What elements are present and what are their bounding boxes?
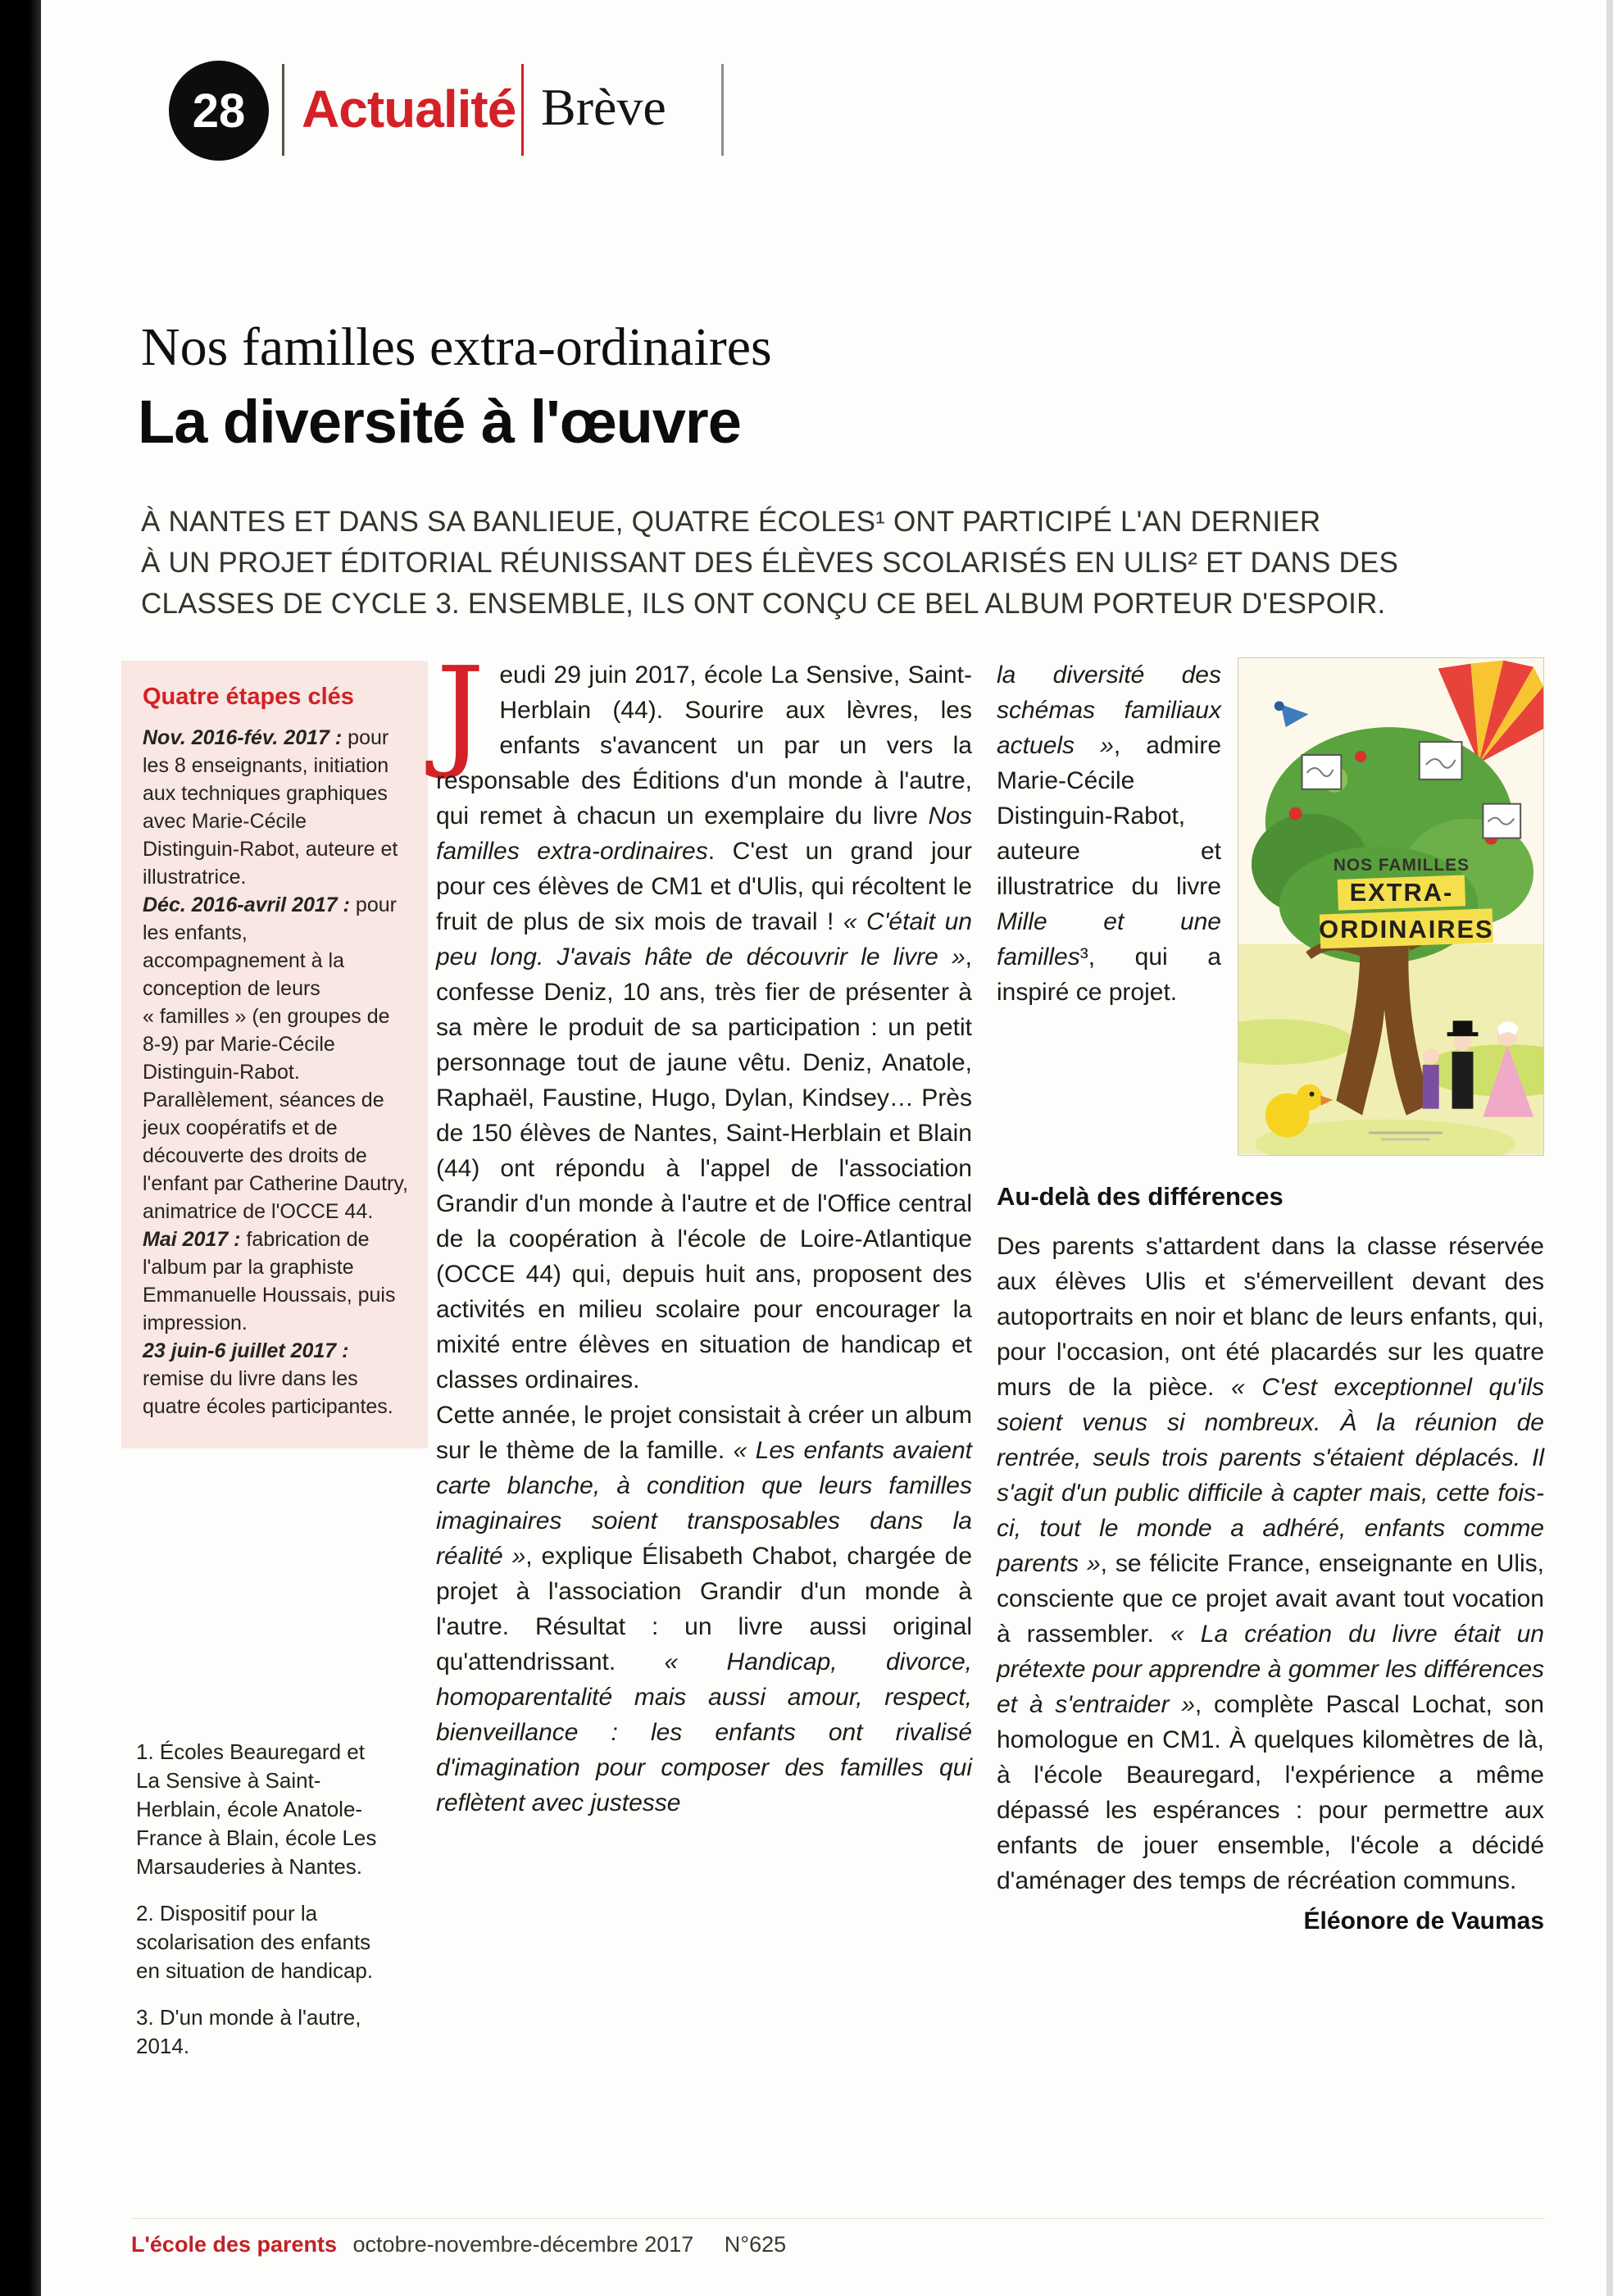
key-step-text: fabrication de l'album par la graphiste Emmanuelle Houssais, puis impression. [143, 1228, 396, 1334]
page-number: 28 [192, 84, 246, 138]
standfirst-line: À UN PROJET ÉDITORIAL RÉUNISSANT DES ÉLÈVES SCOLARISÉS EN ULIS² ET DANS DES [141, 547, 1399, 579]
body-column-1 [436, 641, 973, 1821]
section-label: Actualité [302, 80, 516, 139]
author-byline: Éléonore de Vaumas [1303, 1907, 1544, 1935]
body-paragraph: Cette année, le projet consistait à créer un album sur le thème de la famille. « Les enfants avaient carte blanche, à condition que leurs familles imaginaires soient transposables dans la réalité », explique Élisabeth Chabot, chargée de projet à l'association Grandir d'un monde à l'autre. Résultat : un livre aussi original qu'attendrissant. « Handicap, divorce, homoparentalité mais aussi amour, respect, bienveillance : les enfants ont rivalisé d'imagination pour composer des familles qui reflètent avec justesse [436, 1402, 973, 1816]
footnotes [136, 1738, 382, 2079]
magazine-name: L'école des parents [131, 2232, 338, 2257]
book-cover-image [1238, 657, 1544, 1156]
issue-number: N°625 [724, 2232, 787, 2257]
body-paragraph: la diversité des schémas familiaux actuels », admire Marie-Cécile Distinguin-Rabot, auteure et illustratrice du livre Mille et une familles³, qui a inspiré ce projet. [997, 662, 1222, 1006]
key-step-entry [143, 724, 408, 891]
cover-title-line3: ORDINAIRES [1319, 914, 1494, 943]
scan-edge-right [1606, 0, 1613, 2296]
standfirst-line: CLASSES DE CYCLE 3. ENSEMBLE, ILS ONT CONÇU CE BEL ALBUM PORTEUR D'ESPOIR. [141, 588, 1386, 620]
body-paragraph [436, 641, 972, 1398]
standfirst [141, 502, 1398, 625]
key-step-text: remise du livre dans les quatre écoles participantes. [143, 1367, 393, 1418]
key-step-text: pour les 8 enseignants, initiation aux techniques graphiques avec Marie-Cécile Distinguin-Rabot, auteure et illustratrice. [143, 726, 398, 889]
cover-title-line2: EXTRA- [1349, 878, 1454, 907]
body-paragraph: Des parents s'attardent dans la classe réservée aux élèves Ulis et s'émerveillent devant des autoportraits en noir et blanc de leurs enfants, qui, pour l'occasion, ont été placardés sur les quatre murs de la pièce. « C'est exceptionnel qu'ils soient venus si nombreux. À la réunion de rentrée, seuls trois parents s'étaient déplacés. Il s'agit d'un public difficile à capter mais, cette fois-ci, tout le monde a adhéré, enfants comme parents », se félicite France, enseignante en Ulis, consciente que ce projet avait avant tout vocation à rassembler. « La création du livre était un prétexte pour apprendre à gommer les différences et à s'entraider », complète Pascal Lochat, son homologue en CM1. À quelques kilomètres de là, à l'école Beauregard, l'expérience a même dépassé les espérances : pour permettre aux enfants de jouer ensemble, l'école a décidé d'aménager des temps de récréation communs. [997, 1233, 1544, 1894]
cover-title-line1: NOS FAMILLES [1333, 856, 1470, 875]
footnote-1: 1. Écoles Beauregard et La Sensive à Saint-Herblain, école Anatole-France à Blain, école Les Marsauderies à Nantes. [136, 1739, 377, 1879]
footnote-3: 3. D'un monde à l'autre, 2014. [136, 2005, 361, 2058]
issue-date: octobre-novembre-décembre 2017 [352, 2232, 694, 2257]
key-step-date: Nov. 2016-fév. 2017 : [143, 726, 343, 749]
header-divider [721, 64, 724, 156]
header-divider [282, 64, 284, 156]
key-step-text: pour les enfants, accompagnement à la conception de leurs « familles » (en groupes de 8-9) par Marie-Cécile Distinguin-Rabot. Parallèlement, séances de jeux coopératifs et de découverte des droits de l'enfant par Catherine Dautry, animatrice de l'OCCE 44. [143, 893, 408, 1223]
header-divider [521, 64, 524, 156]
key-step-entry [143, 1337, 408, 1421]
standfirst-line: À NANTES ET DANS SA BANLIEUE, QUATRE ÉCOLES¹ ONT PARTICIPÉ L'AN DERNIER [141, 506, 1321, 538]
article-surtitle: Nos familles extra-ordinaires [141, 317, 772, 377]
paragraph-text: eudi 29 juin 2017, école La Sensive, Saint-Herblain (44). Sourire aux lèvres, les enfants s'avancent un par un vers la responsable des Éditions d'un monde à l'autre, qui remet à chacun un exemplaire du livre Nos familles extra-ordinaires. C'est un grand jour pour ces élèves de CM1 et d'Ulis, qui récoltent le fruit de plus de six mois de travail ! « C'était un peu long. J'avais hâte de découvrir le livre », confesse Deniz, 10 ans, très fier de présenter à sa mère le produit de sa participation : un petit personnage tout de jaune vêtu. Deniz, Anatole, Raphaël, Faustine, Hugo, Dylan, Kindsey… Près de 150 élèves de Nantes, Saint-Herblain et Blain (44) ont répondu à l'appel de l'association Grandir d'un monde à l'autre et de l'Office central de la coopération à l'école de Loire-Atlantique (OCCE 44) qui, depuis huit ans, proposent des activités en milieu scolaire pour encourager la mixité entre élèves en situation de handicap et classes ordinaires. [436, 662, 972, 1394]
page-number-badge [169, 61, 269, 161]
scan-edge-left [0, 0, 41, 2296]
footnote-2: 2. Dispositif pour la scolarisation des enfants en situation de handicap. [136, 1901, 374, 1983]
body-column-2 [997, 657, 1544, 1939]
article-title: La diversité à l'œuvre [138, 388, 741, 456]
page-footer [131, 2218, 1544, 2257]
key-steps-box [121, 661, 428, 1448]
cover-child-figure [1423, 1048, 1439, 1109]
section-subhead: Au-delà des différences [997, 1182, 1284, 1211]
rubric-label: Brève [541, 78, 666, 136]
key-step-date: 23 juin-6 juillet 2017 : [143, 1339, 349, 1362]
key-step-date: Mai 2017 : [143, 1228, 241, 1251]
dropcap: J [436, 641, 485, 782]
key-step-entry [143, 1225, 408, 1337]
key-steps-title: Quatre étapes clés [143, 684, 354, 710]
key-step-entry [143, 891, 408, 1225]
key-step-date: Déc. 2016-avril 2017 : [143, 893, 350, 916]
